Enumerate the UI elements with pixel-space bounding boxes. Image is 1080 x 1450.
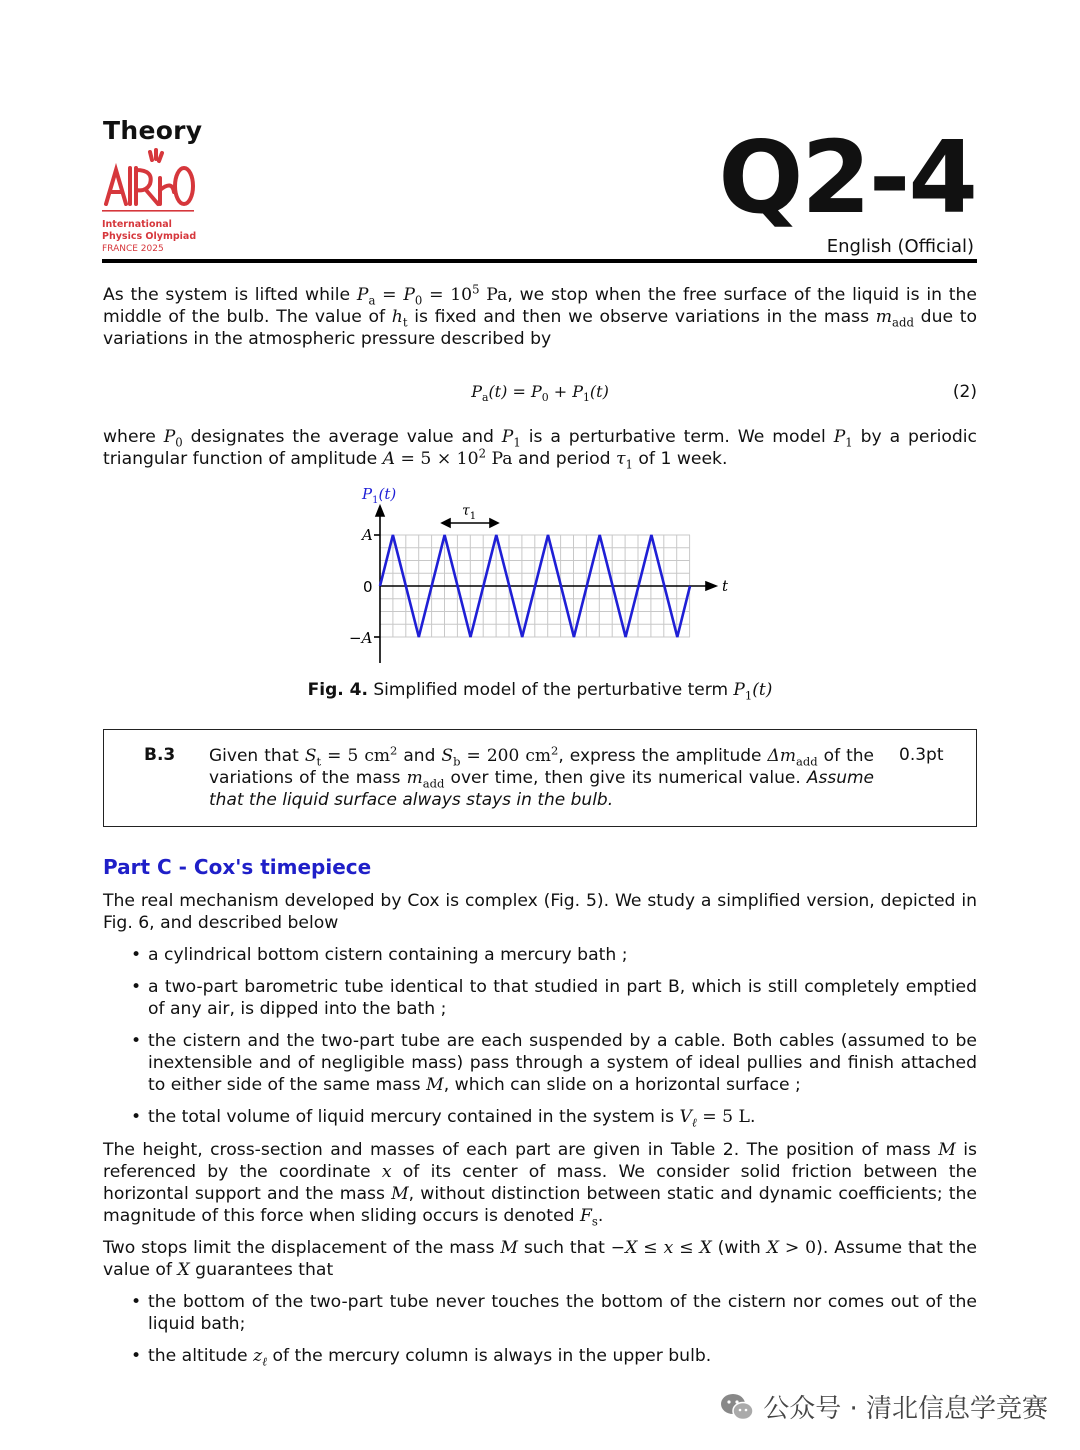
x-axis-label: t: [722, 577, 729, 595]
task-id: B.3: [144, 745, 176, 765]
logo-text-line3: FRANCE 2025: [102, 244, 164, 254]
header-rule: [102, 259, 977, 263]
paragraph-model: where $P_0$ designates the average value and $P_1$ is a perturbative term. We model $P_1$ by a periodic triangular function of amplitude $A = 5 \times 10^2$ Pa and period $\tau_1$ of 1 week.: [103, 427, 977, 472]
list-item: • a two-part barometric tube identical to that studied in part B, which is still completely emptied of any air, is dipped into the bath ;: [103, 976, 977, 1020]
list-item: • the total volume of liquid mercury contained in the system is $V_\ell = 5$ L.: [103, 1106, 977, 1128]
equation-2: $P_a(t) = P_0 + P_1(t)$ (2): [471, 382, 977, 405]
language-label: English (Official): [826, 236, 974, 257]
part-c-intro: The real mechanism developed by Cox is complex (Fig. 5). We study a simplified version, depicted in Fig. 6, and described below: [103, 891, 977, 933]
list-item: • the altitude $z_\ell$ of the mercury column is always in the upper bulb.: [103, 1345, 977, 1367]
tick-label-minus-A: −A: [349, 629, 373, 647]
list-item: • the bottom of the two-part tube never touches the bottom of the cistern nor comes out of the liquid bath;: [103, 1291, 977, 1335]
y-axis-arrow: [376, 506, 384, 516]
ipho-logo: [102, 148, 198, 256]
task-points: 0.3pt: [899, 745, 944, 765]
paragraph-table-reference: The height, cross-section and masses of each part are given in Table 2. The position of mass M is referenced by the coordinate x of its center of mass. We consider solid friction between the horizontal support and the mass M, without distinction between static and dynamic coefficients; the magnitude of this force when sliding occurs is denoted $F_s$.: [103, 1140, 978, 1229]
logo-text-line2: Physics Olympiad: [102, 231, 197, 242]
task-box-b3: [103, 729, 977, 827]
tick-label-zero: 0: [363, 578, 373, 596]
paragraph-stops: Two stops limit the displacement of the mass M such that −X ≤ x ≤ X (with X > 0). Assume that the value of X guarantees that: [103, 1238, 977, 1280]
question-number: Q2-4: [718, 119, 976, 236]
list-item: • the cistern and the two-part tube are each suspended by a cable. Both cables (assumed to be inextensible and of negligible mass) pass through a system of ideal pullies and finish attached to either side of the same mass M, which can slide on a horizontal surface ;: [103, 1030, 977, 1096]
task-text: Given that $S_t = 5$ $cm^2$ and $S_b = 200$ $cm^2$, express the amplitude $\Delta m_{add}$ of the variations of the mass $m_{add}$ over time, then give its numerical value. Assume that the liquid surface always stays in the bulb.: [209, 743, 875, 810]
watermark: [719, 1388, 1048, 1425]
list-item: • a cylindrical bottom cistern containing a mercury bath ;: [103, 944, 977, 966]
component-list: [103, 944, 977, 1128]
paragraph-intro: As the system is lifted while $P_a = P_0 = 10^5$ Pa, we stop when the free surface of the liquid is in the middle of the bulb. The value of $h_t$ is fixed and then we observe variations in the mass $m_{add}$ due to variations in the atmospheric pressure described by: [103, 282, 978, 349]
triangle-wave-figure: [340, 478, 740, 668]
conditions-list: [103, 1291, 977, 1367]
x-axis-arrow: [706, 582, 716, 590]
equation-number: (2): [952, 382, 977, 402]
wechat-icon: [719, 1392, 755, 1422]
watermark-text: 公众号 · 清北信息学竞赛: [763, 1394, 1048, 1424]
y-axis-label: $P_1(t)$: [362, 485, 397, 506]
part-c-heading: Part C - Cox's timepiece: [103, 855, 372, 879]
logo-text-line1: International: [102, 219, 172, 230]
period-label: $\tau_1$: [462, 503, 477, 522]
section-title: Theory: [103, 116, 203, 145]
tick-label-A: A: [362, 526, 373, 544]
figure-caption: Fig. 4. Simplified model of the perturbative term $P_1(t)$: [307, 680, 773, 703]
